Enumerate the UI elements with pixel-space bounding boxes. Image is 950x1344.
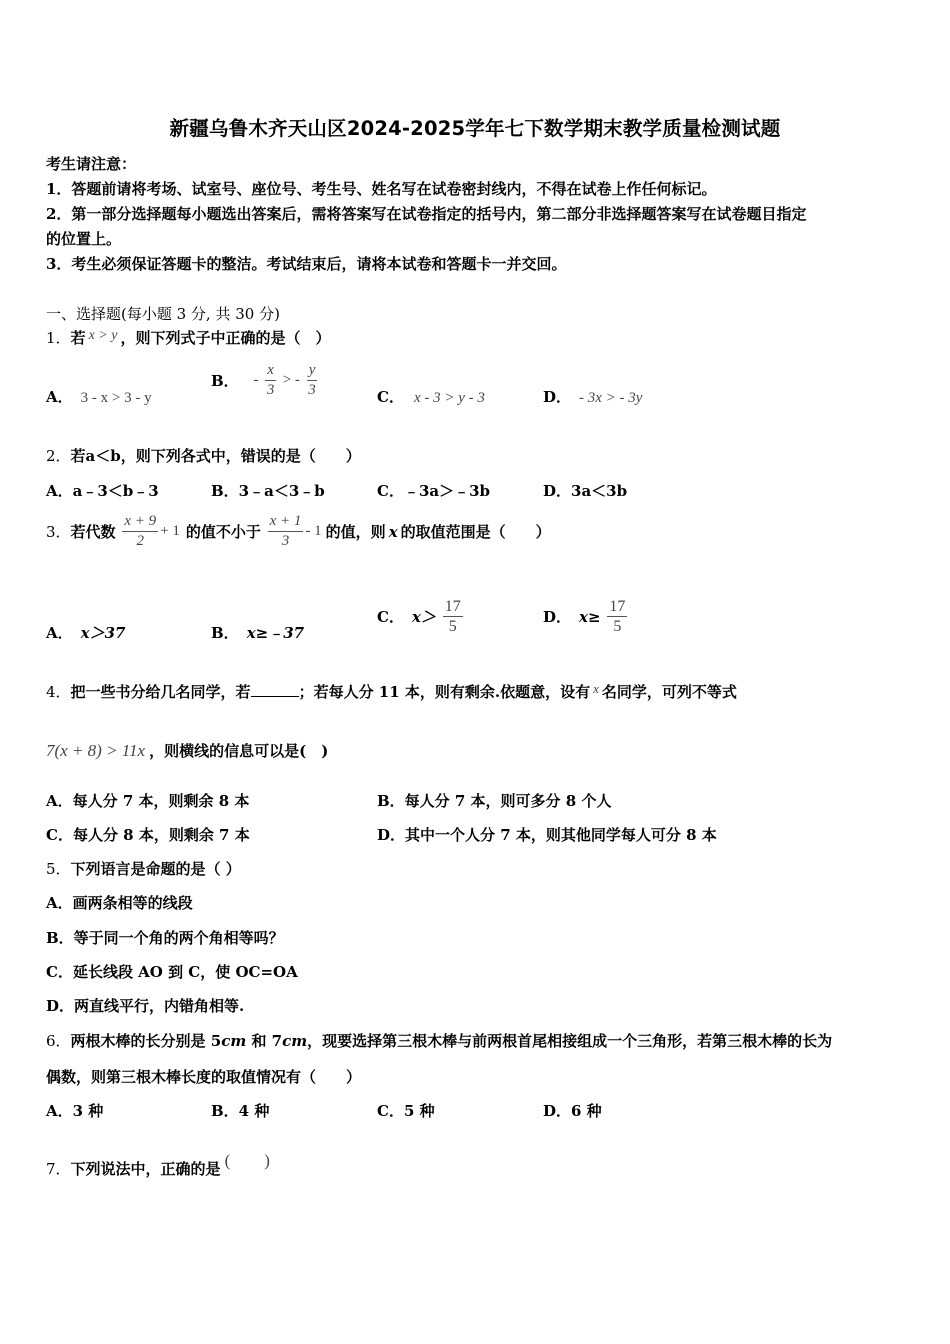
answer-blank [251,682,299,697]
option-b[interactable]: B．每人分 7 本，则可多分 8 个人 [377,792,612,810]
question-number: 4． [46,683,71,701]
fraction: $\frac{x + 9}{2}$ [124,513,157,549]
fraction: $\frac{x}{3}$ [266,362,275,398]
fraction: $\frac{17}{5}$ [609,598,626,635]
question-number: 1． [46,329,71,347]
question-4: 4．把一些书分给几名同学，若 ；若每人分 11 本，则有剩余.依题意，设有 x 名同学，可列不等式 [46,681,737,701]
page-title: 新疆乌鲁木齐天山区2024-2025学年七下数学期末教学质量检测试题 [169,117,781,140]
option-a[interactable]: A． 3 - x > 3 - y [46,388,152,406]
option-a[interactable]: A．3 种 [46,1102,104,1120]
option-c[interactable]: C．﹣3a＞﹣3b [377,482,491,500]
option-d[interactable]: D．3a＜3b [543,482,628,500]
option-a[interactable]: A．每人分 7 本，则剩余 8 本 [46,792,250,810]
notice-heading: 考生请注意： [46,155,137,173]
fraction: $\frac{17}{5}$ [444,598,461,635]
math-expression: 3 - x > 3 - y [80,390,152,406]
question-7: 7．下列说法中，正确的是 ( ) [46,1151,270,1178]
notice-item-1: 1．答题前请将考场、试室号、座位号、考生号、姓名写在试卷密封线内，不得在试卷上作任何标记。 [46,180,717,198]
question-number: 6． [46,1032,71,1050]
notice-item-2: 2．第一部分选择题每小题选出答案后，需将答案写在试卷指定的括号内，第二部分非选择题答案写在试卷题目指定 [46,205,807,223]
fraction: $\frac{y}{3}$ [308,362,316,398]
option-c[interactable]: C． x - 3 > y - 3 [377,388,485,406]
option-d[interactable]: D．6 种 [543,1102,602,1120]
math-expression: - 3x > - 3y [579,390,643,406]
option-d[interactable]: D．其中一个人分 7 本，则其他同学每人可分 8 本 [377,826,717,844]
option-a[interactable]: A．画两条相等的线段 [46,894,193,912]
option-b[interactable]: B． - $\frac{x}{3}$ > - $\frac{y}{3}$ [211,362,316,398]
notice-item-2-cont: 的位置上。 [46,230,122,248]
section-heading: 一、选择题(每小题 3 分, 共 30 分) [46,305,280,323]
option-b[interactable]: B．3﹣a＜3﹣b [211,482,325,500]
question-number: 2． [46,447,71,465]
option-c[interactable]: C． x＞ $\frac{17}{5}$ [377,598,461,635]
option-b[interactable]: B． x≥﹣37 [211,624,305,642]
option-a[interactable]: A．a﹣3＜b﹣3 [46,482,159,500]
question-number: 7． [46,1160,71,1178]
math-inequality: 7(x + 8) > 11x [46,741,146,760]
option-d[interactable]: D． x≥ $\frac{17}{5}$ [543,598,626,635]
option-d[interactable]: D．两直线平行，内错角相等. [46,997,245,1015]
question-3: 3．若代数 $\frac{x + 9}{2}$ + 1 的值不小于 $\frac{x + 1}{3}$ - 1 的值，则 x 的取值范围是（ ） [46,513,551,549]
answer-paren: ( ) [224,1151,270,1170]
question-4-inequality-line: 7(x + 8) > 11x ，则横线的信息可以是( ) [46,741,329,760]
option-a[interactable]: A． x＞37 [46,624,126,642]
notice-item-3: 3．考生必须保证答题卡的整洁。考试结束后，请将本试卷和答题卡一并交回。 [46,255,567,273]
question-6-cont: 偶数，则第三根木棒长度的取值情况有（ ） [46,1068,362,1086]
option-c[interactable]: C．延长线段 AO 到 C，使 OC=OA [46,963,298,981]
option-c[interactable]: C．5 种 [377,1102,435,1120]
question-number: 5． [46,860,71,878]
option-c[interactable]: C．每人分 8 本，则剩余 7 本 [46,826,250,844]
option-b[interactable]: B．4 种 [211,1102,270,1120]
math-condition: x > y [88,328,118,343]
option-d[interactable]: D． - 3x > - 3y [543,388,643,406]
option-b[interactable]: B．等于同一个角的两个角相等吗？ [46,929,284,947]
question-1: 1．若 x > y ，则下列式子中正确的是（ ） [46,328,331,347]
question-6: 6．两根木棒的长分别是 5cm 和 7cm，现要选择第三根木棒与前两根首尾相接组成一个三角形，若第三根木棒的长为 [46,1032,833,1050]
fraction: $\frac{x + 1}{3}$ [269,513,302,549]
math-expression: x - 3 > y - 3 [413,390,485,406]
question-5: 5．下列语言是命题的是（ ） [46,860,241,878]
question-number: 3． [46,523,71,541]
question-2: 2．若a＜b，则下列各式中，错误的是（ ） [46,447,361,465]
